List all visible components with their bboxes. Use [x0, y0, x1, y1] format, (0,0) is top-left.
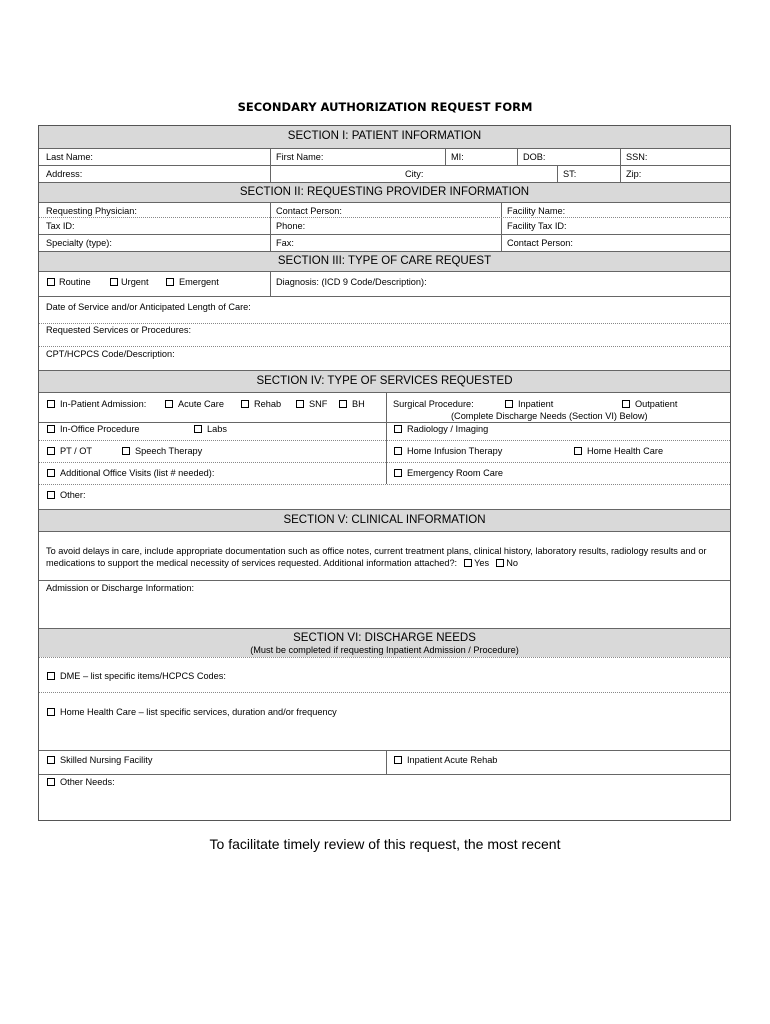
facility-tax-id-label[interactable]: Facility Tax ID:: [507, 221, 567, 231]
requesting-physician-label[interactable]: Requesting Physician:: [46, 206, 137, 216]
acute-care-label: Acute Care: [178, 399, 224, 409]
dme-checkbox[interactable]: [47, 672, 55, 680]
contact-person-2-label[interactable]: Contact Person:: [507, 238, 573, 248]
section-2-header: SECTION II: REQUESTING PROVIDER INFORMATION: [39, 183, 730, 202]
in-office-checkbox[interactable]: [47, 425, 55, 433]
labs-label: Labs: [207, 424, 227, 434]
inpatient-admission-checkbox[interactable]: [47, 400, 55, 408]
clinical-instructions: [46, 545, 726, 569]
home-health-care-label: Home Health Care – list specific services, duration and/or frequency: [60, 707, 337, 717]
other-checkbox[interactable]: [47, 491, 55, 499]
phone-label[interactable]: Phone:: [276, 221, 306, 231]
inpatient-label: Inpatient: [518, 399, 554, 409]
last-name-label[interactable]: Last Name:: [46, 152, 93, 162]
home-infusion-checkbox[interactable]: [394, 447, 402, 455]
home-health-care-checkbox[interactable]: [47, 708, 55, 716]
routine-label: Routine: [59, 277, 91, 287]
bh-label: BH: [352, 399, 365, 409]
inpatient-checkbox[interactable]: [505, 400, 513, 408]
urgent-checkbox[interactable]: [110, 278, 118, 286]
tax-id-label[interactable]: Tax ID:: [46, 221, 75, 231]
authorization-form: [38, 125, 731, 821]
skilled-nursing-label: Skilled Nursing Facility: [60, 755, 153, 765]
other-needs-label: Other Needs:: [60, 777, 115, 787]
footer-text: To facilitate timely review of this request, the most recent: [209, 836, 561, 852]
address-label[interactable]: Address:: [46, 169, 83, 179]
section-3-header: SECTION III: TYPE OF CARE REQUEST: [39, 252, 730, 271]
requested-services-label[interactable]: Requested Services or Procedures:: [46, 325, 192, 335]
pt-ot-checkbox[interactable]: [47, 447, 55, 455]
first-name-label[interactable]: First Name:: [276, 152, 324, 162]
zip-label[interactable]: Zip:: [626, 169, 642, 179]
section-1-header: SECTION I: PATIENT INFORMATION: [39, 126, 730, 148]
speech-therapy-label: Speech Therapy: [135, 446, 203, 456]
cpt-code-label[interactable]: CPT/HCPCS Code/Description:: [46, 349, 175, 359]
dme-label: DME – list specific items/HCPCS Codes:: [60, 671, 226, 681]
clinical-instructions-text: To avoid delays in care, include appropriate documentation such as office notes, current treatment plans, clinical history, laboratory results, radiology results and or medications to support the medical necessity of services requested. Additional information attached?:: [46, 546, 707, 568]
snf-checkbox[interactable]: [296, 400, 304, 408]
mi-label[interactable]: MI:: [451, 152, 464, 162]
attached-no-label: No: [506, 558, 518, 568]
dob-label[interactable]: DOB:: [523, 152, 546, 162]
additional-visits-checkbox[interactable]: [47, 469, 55, 477]
form-title: SECONDARY AUTHORIZATION REQUEST FORM: [237, 100, 533, 114]
additional-visits-label: Additional Office Visits (list # needed):: [60, 468, 215, 478]
emergent-checkbox[interactable]: [166, 278, 174, 286]
rehab-checkbox[interactable]: [241, 400, 249, 408]
emergent-label: Emergent: [179, 277, 219, 287]
contact-person-label[interactable]: Contact Person:: [276, 206, 342, 216]
section-6-title: SECTION VI: DISCHARGE NEEDS: [293, 632, 476, 644]
labs-checkbox[interactable]: [194, 425, 202, 433]
rehab-label: Rehab: [254, 399, 282, 409]
state-label[interactable]: ST:: [563, 169, 577, 179]
radiology-label: Radiology / Imaging: [407, 424, 489, 434]
attached-yes-label: Yes: [474, 558, 490, 568]
other-needs-checkbox[interactable]: [47, 778, 55, 786]
admission-discharge-label[interactable]: Admission or Discharge Information:: [46, 583, 195, 593]
home-infusion-label: Home Infusion Therapy: [407, 446, 503, 456]
emergency-room-label: Emergency Room Care: [407, 468, 503, 478]
routine-checkbox[interactable]: [47, 278, 55, 286]
other-label: Other:: [60, 490, 86, 500]
specialty-label[interactable]: Specialty (type):: [46, 238, 112, 248]
date-of-service-label[interactable]: Date of Service and/or Anticipated Length of Care:: [46, 302, 251, 312]
home-health-checkbox[interactable]: [574, 447, 582, 455]
home-health-label: Home Health Care: [587, 446, 664, 456]
section-5-header: SECTION V: CLINICAL INFORMATION: [39, 510, 730, 531]
speech-therapy-checkbox[interactable]: [122, 447, 130, 455]
pt-ot-label: PT / OT: [60, 446, 92, 456]
emergency-room-checkbox[interactable]: [394, 469, 402, 477]
acute-care-checkbox[interactable]: [165, 400, 173, 408]
section-6-subtitle: (Must be completed if requesting Inpatient Admission / Procedure): [250, 645, 519, 655]
bh-checkbox[interactable]: [339, 400, 347, 408]
facility-name-label[interactable]: Facility Name:: [507, 206, 566, 216]
urgent-label: Urgent: [121, 277, 149, 287]
in-office-label: In-Office Procedure: [60, 424, 140, 434]
fax-label[interactable]: Fax:: [276, 238, 294, 248]
ssn-label[interactable]: SSN:: [626, 152, 648, 162]
inpatient-rehab-checkbox[interactable]: [394, 756, 402, 764]
outpatient-label: Outpatient: [635, 399, 678, 409]
discharge-note: (Complete Discharge Needs (Section VI) Below): [451, 411, 648, 421]
section-4-header: SECTION IV: TYPE OF SERVICES REQUESTED: [39, 371, 730, 392]
inpatient-rehab-label: Inpatient Acute Rehab: [407, 755, 498, 765]
attached-yes-checkbox[interactable]: [464, 559, 472, 567]
diagnosis-label[interactable]: Diagnosis: (ICD 9 Code/Description):: [276, 277, 427, 287]
radiology-checkbox[interactable]: [394, 425, 402, 433]
city-label[interactable]: City:: [405, 169, 424, 179]
outpatient-checkbox[interactable]: [622, 400, 630, 408]
surgical-procedure-label: Surgical Procedure:: [393, 399, 474, 409]
inpatient-admission-label: In-Patient Admission:: [60, 399, 147, 409]
snf-label: SNF: [309, 399, 328, 409]
attached-no-checkbox[interactable]: [496, 559, 504, 567]
skilled-nursing-checkbox[interactable]: [47, 756, 55, 764]
section-6-header: [39, 629, 730, 657]
